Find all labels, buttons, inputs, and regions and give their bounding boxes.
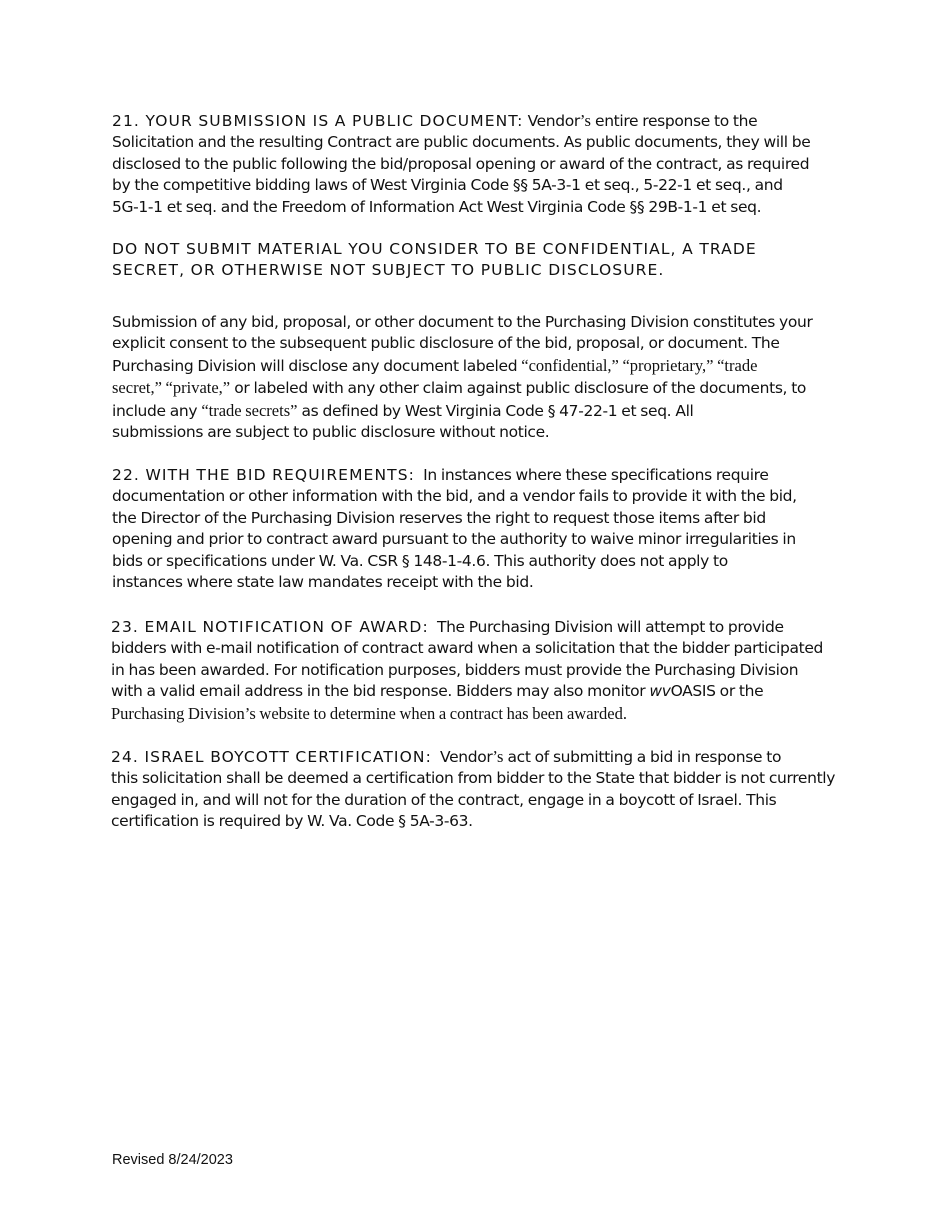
consent-line-4: secret,” “private,” or labeled with any other claim against public disclosure of the documents, to [112, 378, 807, 398]
consent-line-2: explicit consent to the subsequent public disclosure of the bid, proposal, or document. The [112, 334, 780, 353]
revision-date-footer: Revised 8/24/2023 [112, 1152, 233, 1168]
section-23-line-5: Purchasing Division’s website to determine when a contract has been awarded. [111, 703, 627, 723]
section-21-line-5: 5G-1-1 et seq. and the Freedom of Information Act West Virginia Code §§ 29B-1-1 et seq. [112, 197, 762, 216]
section-22-line-6: instances where state law mandates receipt with the bid. [112, 573, 534, 592]
confidentiality-warning [112, 239, 757, 282]
section-22-line-5: bids or specifications under W. Va. CSR § 148-1-4.6. This authority does not apply to [112, 551, 728, 570]
section-23-line-4: with a valid email address in the bid response. Bidders may also monitor wvOASIS or the [111, 682, 764, 701]
consent-line-3: Purchasing Division will disclose any document labeled “confidential,” “proprietary,” “trade [112, 355, 758, 375]
section-22-line-4: opening and prior to contract award pursuant to the authority to waive minor irregularities in [112, 530, 796, 549]
section-24-line-3: engaged in, and will not for the duration of the contract, engage in a boycott of Israel. This [111, 790, 777, 809]
section-21-public-document [112, 110, 810, 218]
section-22-line-2: documentation or other information with the bid, and a vendor fails to provide it with the bid, [112, 487, 797, 506]
section-21-line-1: 21. YOUR SUBMISSION IS A PUBLIC DOCUMENT: Vendor’s entire response to the [112, 111, 758, 130]
section-22-heading: 22. WITH THE BID REQUIREMENTS: [112, 466, 415, 484]
section-23-line-1: 23. EMAIL NOTIFICATION OF AWARD: The Purchasing Division will attempt to provide [111, 618, 784, 636]
section-21-line-3: disclosed to the public following the bid/proposal opening or award of the contract, as required [112, 154, 810, 173]
warning-line-1: DO NOT SUBMIT MATERIAL YOU CONSIDER TO BE CONFIDENTIAL, A TRADE [112, 240, 757, 258]
section-22-bid-requirements [112, 465, 797, 593]
section-24-line-1: 24. ISRAEL BOYCOTT CERTIFICATION: Vendor’s act of submitting a bid in response to [111, 747, 782, 766]
disclosure-consent-paragraph [112, 312, 812, 443]
section-22-line-1: 22. WITH THE BID REQUIREMENTS: In instances where these specifications require [112, 466, 769, 484]
section-23-line-3: in has been awarded. For notification purposes, bidders must provide the Purchasing Division [111, 660, 799, 679]
section-21-heading: 21. YOUR SUBMISSION IS A PUBLIC DOCUMENT: [112, 112, 524, 130]
section-23-heading: 23. EMAIL NOTIFICATION OF AWARD: [111, 618, 429, 636]
section-24-line-2: this solicitation shall be deemed a certification from bidder to the State that bidder is not currently [111, 769, 836, 788]
section-22-line-3: the Director of the Purchasing Division reserves the right to request those items after bid [112, 508, 766, 527]
section-21-line-4: by the competitive bidding laws of West Virginia Code §§ 5A-3-1 et seq., 5-22-1 et seq., and [112, 176, 783, 195]
section-24-heading: 24. ISRAEL BOYCOTT CERTIFICATION: [111, 748, 432, 766]
section-21-line-2: Solicitation and the resulting Contract are public documents. As public documents, they will be [112, 133, 811, 152]
section-24-israel-boycott [111, 746, 835, 833]
section-23-line-2: bidders with e-mail notification of contract award when a solicitation that the bidder participated [111, 639, 824, 658]
section-23-email-notification [111, 617, 823, 724]
warning-line-2: SECRET, OR OTHERWISE NOT SUBJECT TO PUBLIC DISCLOSURE. [112, 261, 665, 280]
consent-line-6: submissions are subject to public disclosure without notice. [112, 423, 550, 442]
section-24-line-4: certification is required by W. Va. Code § 5A-3-63. [111, 812, 473, 831]
consent-line-5: include any “trade secrets” as defined by West Virginia Code § 47-22-1 et seq. All [112, 400, 694, 420]
consent-line-1: Submission of any bid, proposal, or other document to the Purchasing Division constitutes your [112, 313, 813, 331]
